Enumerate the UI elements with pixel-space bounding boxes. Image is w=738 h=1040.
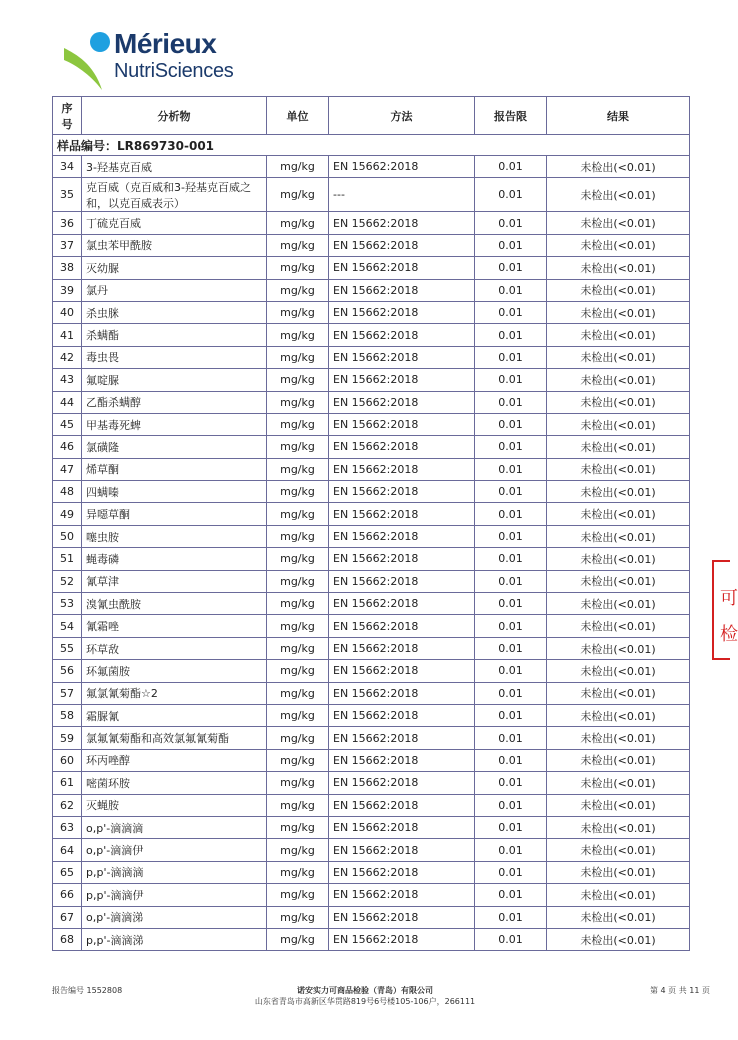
cell-analyte: o,p'-滴滴涕 <box>82 906 267 928</box>
cell-unit: mg/kg <box>267 861 329 883</box>
table-row <box>53 660 690 682</box>
cell-no: 67 <box>53 906 82 928</box>
table-row <box>53 301 690 323</box>
table-row <box>53 749 690 771</box>
cell-analyte: p,p'-滴滴伊 <box>82 884 267 906</box>
cell-unit: mg/kg <box>267 906 329 928</box>
cell-unit: mg/kg <box>267 525 329 547</box>
cell-limit: 0.01 <box>475 324 547 346</box>
footer-address: 山东省青岛市高新区华贯路819号6号楼105-106户，266111 <box>254 997 476 1006</box>
cell-limit: 0.01 <box>475 503 547 525</box>
cell-analyte: 烯草酮 <box>82 458 267 480</box>
cell-method: EN 15662:2018 <box>329 436 475 458</box>
cell-limit: 0.01 <box>475 682 547 704</box>
cell-no: 60 <box>53 749 82 771</box>
cell-method: EN 15662:2018 <box>329 816 475 838</box>
cell-result: 未检出(<0.01) <box>547 615 690 637</box>
cell-method: EN 15662:2018 <box>329 928 475 950</box>
header-analyte: 分析物 <box>82 97 267 135</box>
header-limit: 报告限 <box>475 97 547 135</box>
table-row <box>53 525 690 547</box>
cell-result: 未检出(<0.01) <box>547 727 690 749</box>
cell-method: EN 15662:2018 <box>329 369 475 391</box>
cell-no: 54 <box>53 615 82 637</box>
table-row <box>53 346 690 368</box>
cell-method: EN 15662:2018 <box>329 794 475 816</box>
table-row <box>53 279 690 301</box>
cell-no: 59 <box>53 727 82 749</box>
cell-result: 未检出(<0.01) <box>547 503 690 525</box>
cell-result: 未检出(<0.01) <box>547 682 690 704</box>
cell-method: EN 15662:2018 <box>329 234 475 256</box>
cell-method: EN 15662:2018 <box>329 704 475 726</box>
header-unit: 单位 <box>267 97 329 135</box>
table-row <box>53 772 690 794</box>
cell-result: 未检出(<0.01) <box>547 324 690 346</box>
table-row <box>53 413 690 435</box>
cell-limit: 0.01 <box>475 481 547 503</box>
table-row <box>53 727 690 749</box>
cell-method: EN 15662:2018 <box>329 548 475 570</box>
logo-text-line2: NutriSciences <box>114 60 234 82</box>
results-table <box>52 96 690 951</box>
cell-unit: mg/kg <box>267 615 329 637</box>
cell-method: EN 15662:2018 <box>329 156 475 178</box>
cell-result: 未检出(<0.01) <box>547 346 690 368</box>
cell-method: EN 15662:2018 <box>329 212 475 234</box>
logo-text-line1: Mérieux <box>114 28 217 59</box>
cell-result: 未检出(<0.01) <box>547 369 690 391</box>
cell-no: 34 <box>53 156 82 178</box>
cell-method: EN 15662:2018 <box>329 391 475 413</box>
cell-method: EN 15662:2018 <box>329 324 475 346</box>
cell-limit: 0.01 <box>475 413 547 435</box>
table-row <box>53 861 690 883</box>
cell-result: 未检出(<0.01) <box>547 660 690 682</box>
table-row <box>53 794 690 816</box>
cell-no: 38 <box>53 257 82 279</box>
table-row <box>53 593 690 615</box>
table-row <box>53 178 690 212</box>
cell-unit: mg/kg <box>267 570 329 592</box>
cell-no: 42 <box>53 346 82 368</box>
cell-result: 未检出(<0.01) <box>547 704 690 726</box>
cell-no: 61 <box>53 772 82 794</box>
table-row <box>53 928 690 950</box>
cell-no: 43 <box>53 369 82 391</box>
cell-no: 35 <box>53 178 82 212</box>
cell-limit: 0.01 <box>475 548 547 570</box>
cell-analyte: 灭蝇胺 <box>82 794 267 816</box>
cell-method: EN 15662:2018 <box>329 458 475 480</box>
cell-no: 36 <box>53 212 82 234</box>
cell-analyte: 氟啶脲 <box>82 369 267 391</box>
table-row <box>53 682 690 704</box>
cell-method: EN 15662:2018 <box>329 593 475 615</box>
cell-limit: 0.01 <box>475 704 547 726</box>
cell-no: 46 <box>53 436 82 458</box>
cell-no: 62 <box>53 794 82 816</box>
cell-method: EN 15662:2018 <box>329 637 475 659</box>
cell-unit: mg/kg <box>267 727 329 749</box>
cell-result: 未检出(<0.01) <box>547 928 690 950</box>
cell-analyte: 霜脲氰 <box>82 704 267 726</box>
cell-unit: mg/kg <box>267 794 329 816</box>
header-method: 方法 <box>329 97 475 135</box>
table-row <box>53 234 690 256</box>
cell-analyte: 克百威（克百威和3-羟基克百威之和，以克百威表示） <box>82 178 267 212</box>
cell-method: EN 15662:2018 <box>329 279 475 301</box>
cell-limit: 0.01 <box>475 436 547 458</box>
table-row <box>53 884 690 906</box>
cell-unit: mg/kg <box>267 369 329 391</box>
cell-result: 未检出(<0.01) <box>547 481 690 503</box>
cell-method: EN 15662:2018 <box>329 481 475 503</box>
cell-unit: mg/kg <box>267 749 329 771</box>
cell-limit: 0.01 <box>475 212 547 234</box>
cell-limit: 0.01 <box>475 660 547 682</box>
cell-analyte: 3-羟基克百威 <box>82 156 267 178</box>
cell-analyte: 氯磺隆 <box>82 436 267 458</box>
cell-no: 52 <box>53 570 82 592</box>
cell-analyte: 杀虫脒 <box>82 301 267 323</box>
cell-no: 68 <box>53 928 82 950</box>
header-no: 序号 <box>53 97 82 135</box>
cell-unit: mg/kg <box>267 772 329 794</box>
cell-method: --- <box>329 178 475 212</box>
cell-method: EN 15662:2018 <box>329 660 475 682</box>
cell-limit: 0.01 <box>475 369 547 391</box>
cell-analyte: 丁硫克百威 <box>82 212 267 234</box>
footer-report-number: 报告编号 1552808 <box>52 986 123 995</box>
cell-method: EN 15662:2018 <box>329 772 475 794</box>
table-row <box>53 458 690 480</box>
table-row <box>53 906 690 928</box>
cell-unit: mg/kg <box>267 839 329 861</box>
cell-method: EN 15662:2018 <box>329 749 475 771</box>
cell-unit: mg/kg <box>267 178 329 212</box>
cell-unit: mg/kg <box>267 279 329 301</box>
cell-analyte: 甲基毒死蜱 <box>82 413 267 435</box>
cell-result: 未检出(<0.01) <box>547 156 690 178</box>
cell-limit: 0.01 <box>475 593 547 615</box>
cell-result: 未检出(<0.01) <box>547 884 690 906</box>
cell-analyte: o,p'-滴滴滴 <box>82 816 267 838</box>
cell-analyte: 四螨嗪 <box>82 481 267 503</box>
cell-result: 未检出(<0.01) <box>547 301 690 323</box>
cell-result: 未检出(<0.01) <box>547 257 690 279</box>
cell-unit: mg/kg <box>267 458 329 480</box>
table-row <box>53 436 690 458</box>
footer-company-name: 诺安实力可商品检验（青岛）有限公司 <box>297 986 433 995</box>
side-stamp-mark <box>712 560 738 660</box>
cell-analyte: p,p'-滴滴涕 <box>82 928 267 950</box>
cell-limit: 0.01 <box>475 928 547 950</box>
cell-result: 未检出(<0.01) <box>547 279 690 301</box>
cell-limit: 0.01 <box>475 906 547 928</box>
cell-result: 未检出(<0.01) <box>547 906 690 928</box>
cell-method: EN 15662:2018 <box>329 682 475 704</box>
cell-method: EN 15662:2018 <box>329 884 475 906</box>
cell-analyte: 溴氰虫酰胺 <box>82 593 267 615</box>
cell-analyte: 氟氯氰菊酯☆2 <box>82 682 267 704</box>
table-row <box>53 212 690 234</box>
cell-unit: mg/kg <box>267 704 329 726</box>
cell-no: 50 <box>53 525 82 547</box>
cell-no: 40 <box>53 301 82 323</box>
cell-no: 51 <box>53 548 82 570</box>
cell-analyte: 灭幼脲 <box>82 257 267 279</box>
merieux-logo <box>62 30 262 92</box>
cell-no: 57 <box>53 682 82 704</box>
cell-unit: mg/kg <box>267 660 329 682</box>
cell-limit: 0.01 <box>475 772 547 794</box>
sample-id-row <box>53 135 690 156</box>
cell-limit: 0.01 <box>475 816 547 838</box>
cell-method: EN 15662:2018 <box>329 615 475 637</box>
cell-limit: 0.01 <box>475 156 547 178</box>
cell-limit: 0.01 <box>475 178 547 212</box>
logo-mark-icon <box>62 30 112 90</box>
cell-limit: 0.01 <box>475 257 547 279</box>
table-row <box>53 481 690 503</box>
cell-unit: mg/kg <box>267 324 329 346</box>
cell-analyte: p,p'-滴滴滴 <box>82 861 267 883</box>
table-row <box>53 637 690 659</box>
cell-unit: mg/kg <box>267 593 329 615</box>
cell-result: 未检出(<0.01) <box>547 637 690 659</box>
cell-result: 未检出(<0.01) <box>547 525 690 547</box>
side-stamp-char-1: 可 <box>720 588 738 609</box>
table-row <box>53 503 690 525</box>
table-row <box>53 548 690 570</box>
cell-analyte: 异噁草酮 <box>82 503 267 525</box>
cell-unit: mg/kg <box>267 503 329 525</box>
cell-result: 未检出(<0.01) <box>547 794 690 816</box>
side-stamp-char-2: 检 <box>720 624 738 645</box>
cell-analyte: 氯氟氰菊酯和高效氯氟氰菊酯 <box>82 727 267 749</box>
cell-unit: mg/kg <box>267 301 329 323</box>
cell-limit: 0.01 <box>475 749 547 771</box>
cell-no: 55 <box>53 637 82 659</box>
cell-unit: mg/kg <box>267 346 329 368</box>
cell-analyte: 毒虫畏 <box>82 346 267 368</box>
cell-analyte: 蝇毒磷 <box>82 548 267 570</box>
cell-no: 41 <box>53 324 82 346</box>
cell-no: 49 <box>53 503 82 525</box>
cell-unit: mg/kg <box>267 816 329 838</box>
cell-unit: mg/kg <box>267 682 329 704</box>
cell-unit: mg/kg <box>267 481 329 503</box>
cell-analyte: 氯丹 <box>82 279 267 301</box>
cell-no: 58 <box>53 704 82 726</box>
cell-method: EN 15662:2018 <box>329 570 475 592</box>
cell-unit: mg/kg <box>267 234 329 256</box>
cell-method: EN 15662:2018 <box>329 413 475 435</box>
cell-analyte: 氯虫苯甲酰胺 <box>82 234 267 256</box>
cell-analyte: 氰霜唑 <box>82 615 267 637</box>
cell-unit: mg/kg <box>267 156 329 178</box>
cell-method: EN 15662:2018 <box>329 346 475 368</box>
cell-result: 未检出(<0.01) <box>547 548 690 570</box>
table-row <box>53 391 690 413</box>
cell-result: 未检出(<0.01) <box>547 391 690 413</box>
cell-limit: 0.01 <box>475 861 547 883</box>
cell-analyte: 噻虫胺 <box>82 525 267 547</box>
table-header-row <box>53 97 690 135</box>
cell-analyte: 乙酯杀螨醇 <box>82 391 267 413</box>
cell-analyte: o,p'-滴滴伊 <box>82 839 267 861</box>
footer-company-block <box>0 985 730 1007</box>
cell-unit: mg/kg <box>267 413 329 435</box>
cell-analyte: 氰草津 <box>82 570 267 592</box>
cell-unit: mg/kg <box>267 391 329 413</box>
cell-no: 47 <box>53 458 82 480</box>
cell-result: 未检出(<0.01) <box>547 458 690 480</box>
table-row <box>53 570 690 592</box>
table-row <box>53 369 690 391</box>
cell-result: 未检出(<0.01) <box>547 178 690 212</box>
cell-result: 未检出(<0.01) <box>547 413 690 435</box>
cell-analyte: 环草敌 <box>82 637 267 659</box>
table-row <box>53 839 690 861</box>
cell-result: 未检出(<0.01) <box>547 749 690 771</box>
cell-result: 未检出(<0.01) <box>547 772 690 794</box>
cell-method: EN 15662:2018 <box>329 861 475 883</box>
cell-unit: mg/kg <box>267 884 329 906</box>
cell-analyte: 环氟菌胺 <box>82 660 267 682</box>
cell-analyte: 嘧菌环胺 <box>82 772 267 794</box>
table-row <box>53 257 690 279</box>
cell-no: 56 <box>53 660 82 682</box>
cell-limit: 0.01 <box>475 279 547 301</box>
cell-limit: 0.01 <box>475 615 547 637</box>
cell-unit: mg/kg <box>267 637 329 659</box>
cell-limit: 0.01 <box>475 637 547 659</box>
cell-result: 未检出(<0.01) <box>547 816 690 838</box>
cell-limit: 0.01 <box>475 391 547 413</box>
cell-unit: mg/kg <box>267 257 329 279</box>
cell-result: 未检出(<0.01) <box>547 570 690 592</box>
cell-method: EN 15662:2018 <box>329 839 475 861</box>
cell-no: 66 <box>53 884 82 906</box>
cell-limit: 0.01 <box>475 570 547 592</box>
cell-method: EN 15662:2018 <box>329 257 475 279</box>
cell-limit: 0.01 <box>475 301 547 323</box>
cell-result: 未检出(<0.01) <box>547 436 690 458</box>
cell-method: EN 15662:2018 <box>329 301 475 323</box>
cell-limit: 0.01 <box>475 234 547 256</box>
cell-unit: mg/kg <box>267 436 329 458</box>
cell-result: 未检出(<0.01) <box>547 593 690 615</box>
footer-page-number: 第 4 页 共 11 页 <box>650 986 710 995</box>
cell-method: EN 15662:2018 <box>329 906 475 928</box>
cell-limit: 0.01 <box>475 525 547 547</box>
table-row <box>53 704 690 726</box>
cell-no: 64 <box>53 839 82 861</box>
cell-limit: 0.01 <box>475 794 547 816</box>
cell-no: 45 <box>53 413 82 435</box>
cell-result: 未检出(<0.01) <box>547 861 690 883</box>
table-row <box>53 324 690 346</box>
sample-id-label: 样品编号：LR869730-001 <box>53 135 690 156</box>
cell-no: 39 <box>53 279 82 301</box>
cell-no: 37 <box>53 234 82 256</box>
cell-limit: 0.01 <box>475 839 547 861</box>
cell-unit: mg/kg <box>267 548 329 570</box>
cell-no: 48 <box>53 481 82 503</box>
cell-limit: 0.01 <box>475 727 547 749</box>
cell-result: 未检出(<0.01) <box>547 234 690 256</box>
cell-analyte: 杀螨酯 <box>82 324 267 346</box>
table-row <box>53 156 690 178</box>
cell-analyte: 环丙唑醇 <box>82 749 267 771</box>
cell-unit: mg/kg <box>267 928 329 950</box>
cell-no: 65 <box>53 861 82 883</box>
cell-method: EN 15662:2018 <box>329 727 475 749</box>
cell-method: EN 15662:2018 <box>329 503 475 525</box>
cell-result: 未检出(<0.01) <box>547 212 690 234</box>
cell-result: 未检出(<0.01) <box>547 839 690 861</box>
table-row <box>53 816 690 838</box>
cell-unit: mg/kg <box>267 212 329 234</box>
cell-no: 53 <box>53 593 82 615</box>
cell-method: EN 15662:2018 <box>329 525 475 547</box>
cell-limit: 0.01 <box>475 884 547 906</box>
cell-no: 44 <box>53 391 82 413</box>
header-result: 结果 <box>547 97 690 135</box>
cell-limit: 0.01 <box>475 346 547 368</box>
cell-limit: 0.01 <box>475 458 547 480</box>
table-row <box>53 615 690 637</box>
cell-no: 63 <box>53 816 82 838</box>
